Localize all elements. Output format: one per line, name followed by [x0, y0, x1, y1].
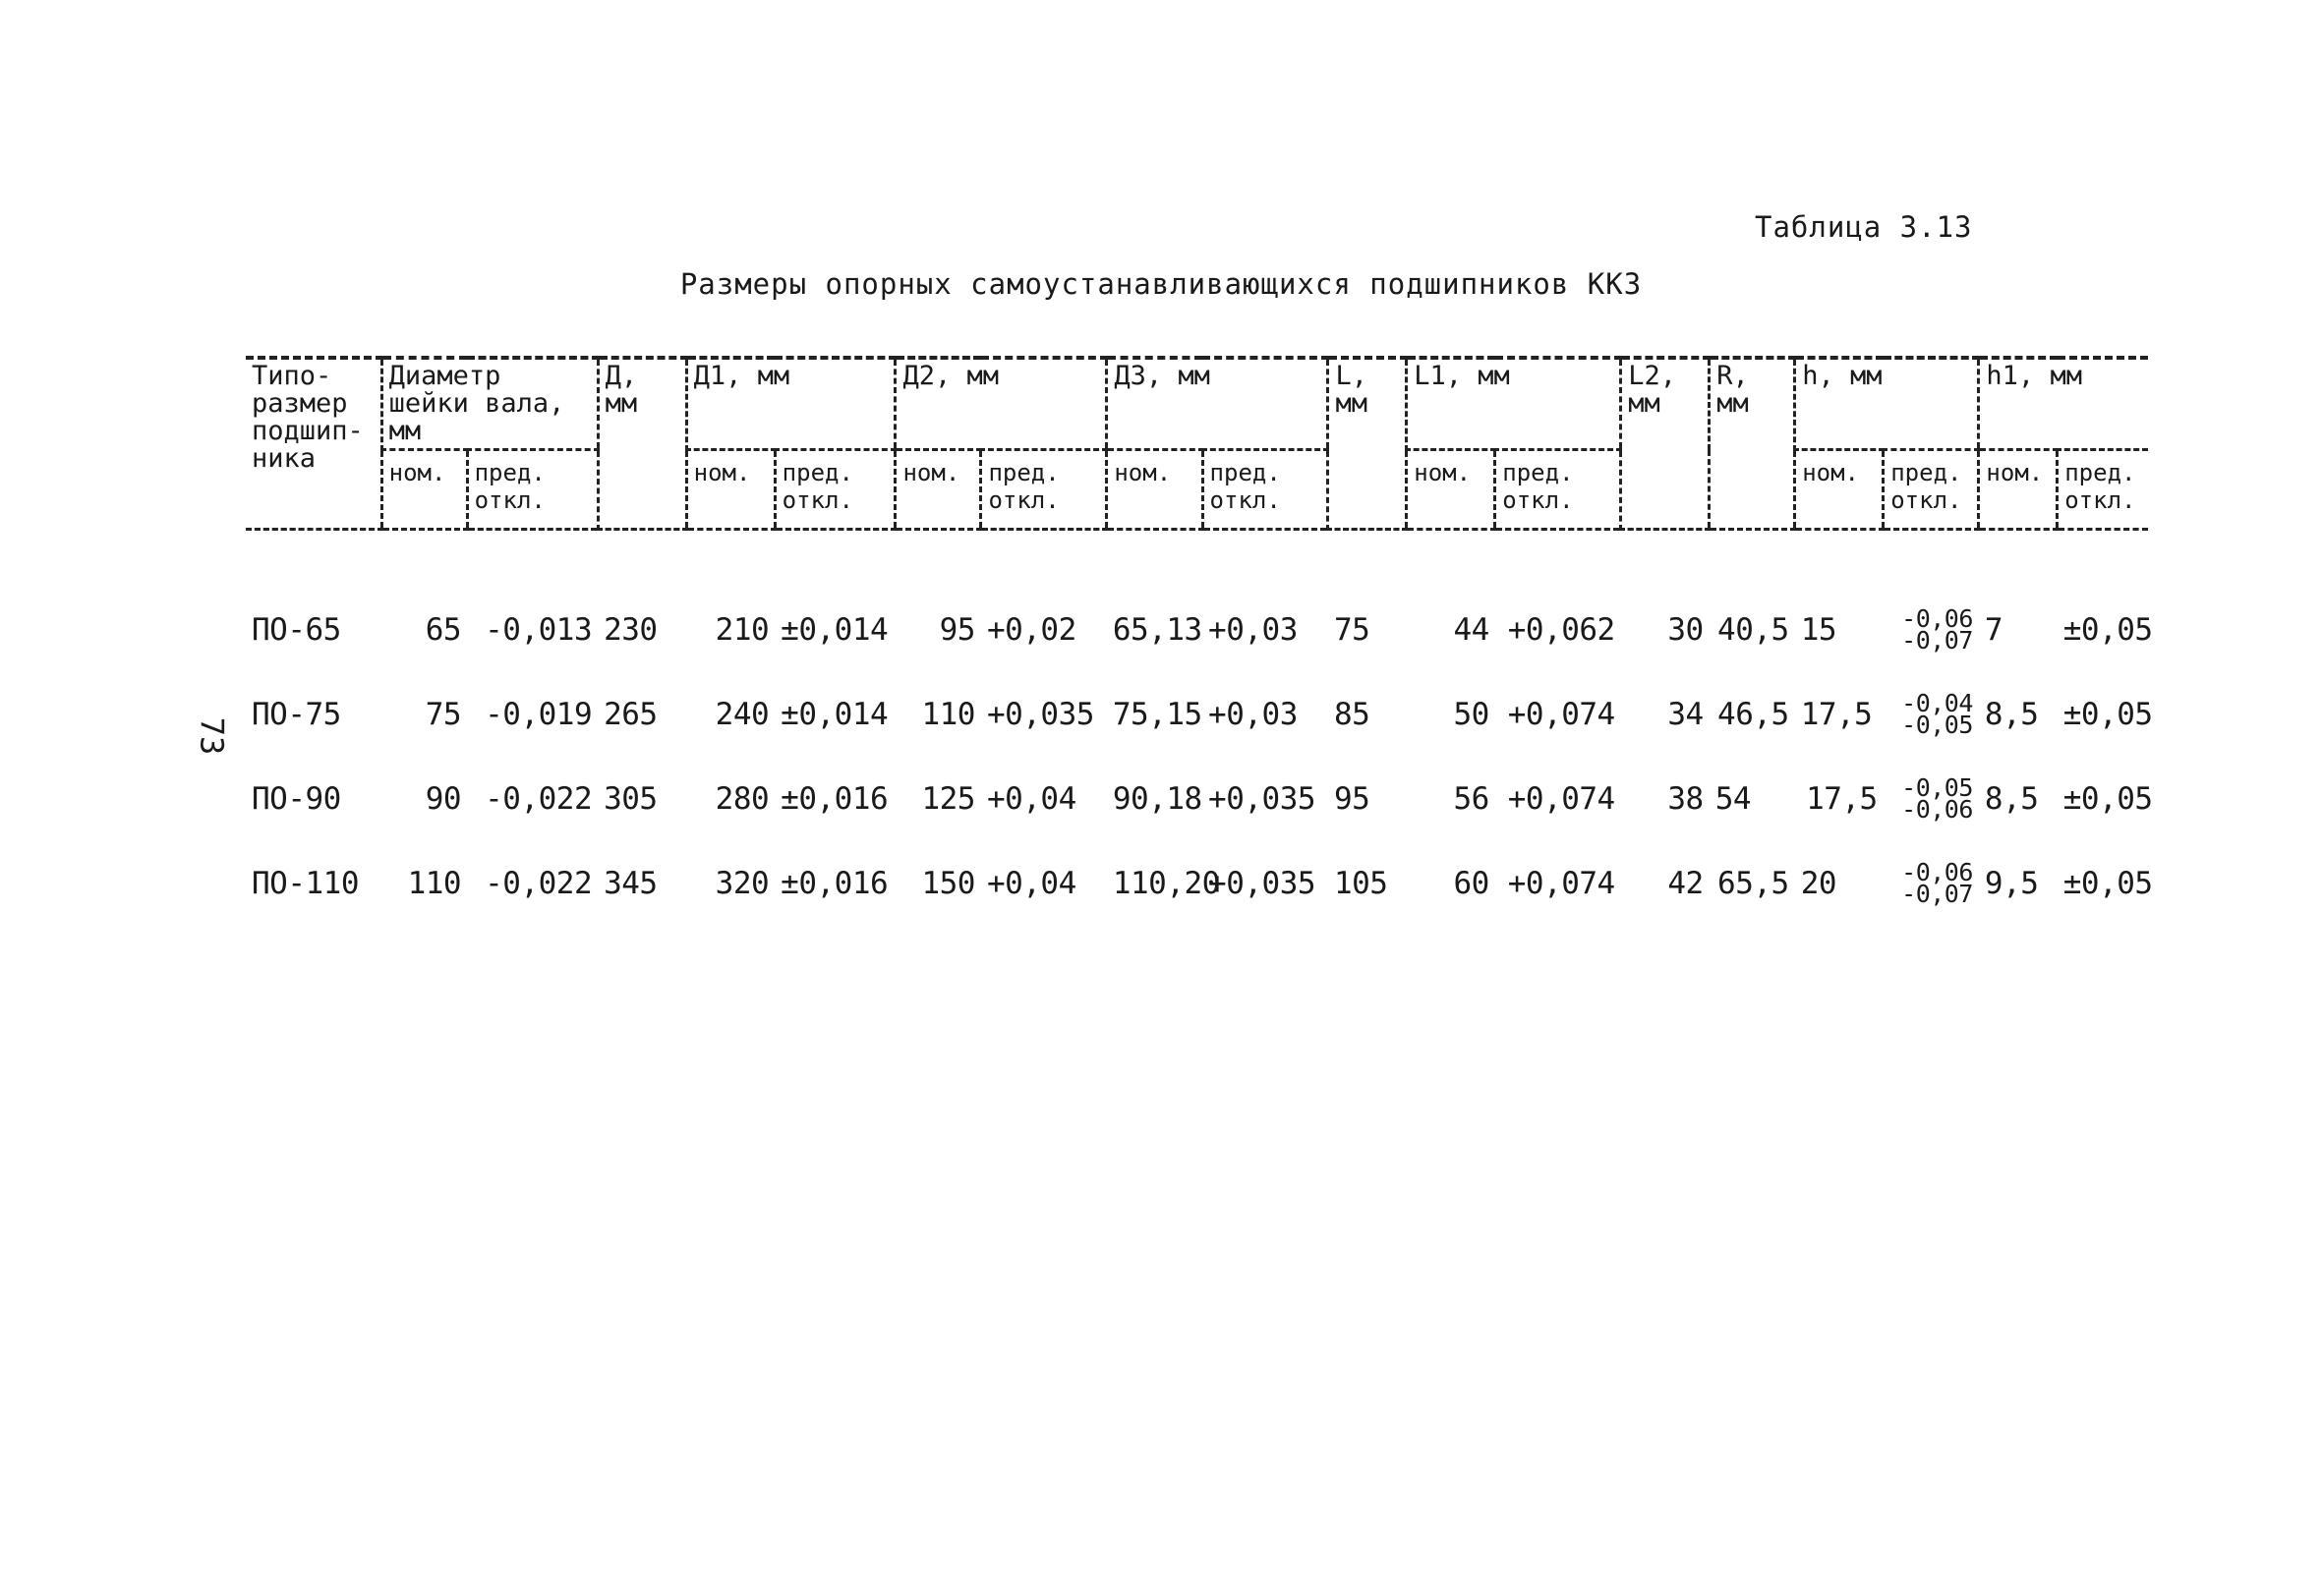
cell-shaft-dev: -0,022	[485, 781, 593, 817]
header-dev: пред. откл.	[1202, 450, 1328, 530]
h-dev-top: -0,06	[1901, 858, 1973, 886]
cell-h-nom: 15	[1800, 612, 1837, 648]
header-h: h, мм	[1795, 358, 1979, 450]
cell-h-dev	[1884, 530, 1979, 673]
table-row	[246, 757, 2148, 841]
cell-shaft-nom: 110	[407, 866, 462, 901]
h-dev-bottom: -0,06	[1901, 795, 1973, 824]
cell-D3-dev: +0,03	[1208, 697, 1298, 732]
page-title: Размеры опорных самоустанавливающихся подшипников ККЗ	[679, 267, 1643, 301]
header-nom: ном.	[896, 450, 981, 530]
cell-h1-nom: 9,5	[1984, 866, 2039, 901]
cell-type: ПО-65	[252, 612, 341, 648]
header-nom: ном.	[686, 450, 775, 530]
page-number: 73	[193, 716, 231, 756]
cell-D1-nom: 210	[715, 612, 770, 648]
cell-L1-nom: 44	[1453, 612, 1489, 648]
cell-h1-dev: ±0,05	[2062, 612, 2153, 648]
cell-shaft-dev: -0,019	[485, 697, 593, 732]
cell-L1-dev: +0,074	[1507, 697, 1615, 732]
cell-shaft-nom: 65	[425, 612, 462, 648]
header-nom: ном.	[1795, 450, 1884, 530]
cell-D2-nom: 125	[921, 781, 975, 817]
header-nom: ном.	[1407, 450, 1495, 530]
cell-D3-nom: 110,20	[1112, 866, 1220, 901]
header-nom: ном.	[1979, 450, 2058, 530]
cell-L2: 38	[1667, 781, 1704, 817]
cell-h1-nom: 8,5	[1984, 781, 2039, 817]
cell-L2: 34	[1667, 697, 1704, 732]
cell-shaft-nom: 90	[425, 781, 462, 817]
h-dev-bottom: -0,07	[1901, 880, 1973, 908]
cell-R: 65,5	[1717, 866, 1789, 901]
table-row	[246, 530, 2148, 673]
cell-L1-dev: +0,062	[1507, 612, 1615, 648]
header-nom: ном.	[381, 450, 467, 530]
table-row	[246, 841, 2148, 926]
table-label: Таблица 3.13	[1755, 210, 1973, 244]
cell-L1-nom: 56	[1453, 781, 1489, 817]
cell-D3-dev: +0,03	[1208, 612, 1298, 648]
cell-L2: 30	[1667, 612, 1704, 648]
cell-h1-dev: ±0,05	[2062, 697, 2153, 732]
header-D: Д, мм	[598, 358, 686, 530]
cell-L: 75	[1333, 612, 1370, 648]
cell-R: 54	[1714, 781, 1752, 817]
cell-type: ПО-90	[252, 781, 341, 817]
h-dev-top: -0,04	[1901, 689, 1973, 717]
header-dev: пред. откл.	[981, 450, 1107, 530]
cell-D1-dev: ±0,016	[781, 866, 889, 901]
cell-D3-dev: +0,035	[1208, 781, 1316, 817]
cell-R: 46,5	[1717, 697, 1789, 732]
cell-L: 95	[1333, 781, 1370, 817]
cell-h-nom: 17,5	[1800, 697, 1873, 732]
cell-h1-dev: ±0,05	[2062, 866, 2153, 901]
header-L1: L1, мм	[1407, 358, 1621, 450]
cell-h-dev	[1884, 672, 1979, 757]
header-type-size: Типо-размер подшип-ника	[246, 358, 381, 530]
cell-D2-dev: +0,02	[986, 612, 1076, 648]
header-shaft-diameter: Диаметр шейки вала, мм	[381, 358, 598, 450]
header-dev: пред. откл.	[775, 450, 896, 530]
cell-shaft-dev: -0,022	[485, 866, 593, 901]
header-R: R, мм	[1710, 358, 1795, 530]
header-D2: Д2, мм	[896, 358, 1107, 450]
cell-h1-nom: 8,5	[1984, 697, 2039, 732]
header-L2: L2, мм	[1621, 358, 1710, 530]
cell-D: 305	[604, 781, 658, 817]
cell-D: 265	[604, 697, 658, 732]
cell-L1-dev: +0,074	[1507, 866, 1615, 901]
h-dev-bottom: -0,07	[1901, 626, 1973, 655]
cell-h1-nom: 7	[1984, 612, 2003, 648]
cell-h-nom: 20	[1800, 866, 1837, 901]
cell-D2-nom: 110	[921, 697, 975, 732]
cell-D2-nom: 150	[921, 866, 975, 901]
cell-type: ПО-75	[252, 697, 341, 732]
cell-D3-dev: +0,035	[1208, 866, 1316, 901]
cell-D1-nom: 320	[715, 866, 770, 901]
cell-D: 230	[604, 612, 658, 648]
h-dev-bottom: -0,05	[1901, 711, 1973, 739]
cell-shaft-dev: -0,013	[485, 612, 593, 648]
h-dev-top: -0,05	[1901, 773, 1973, 802]
cell-D1-nom: 280	[715, 781, 770, 817]
h-dev-top: -0,06	[1901, 604, 1973, 633]
header-nom: ном.	[1107, 450, 1202, 530]
cell-D: 345	[604, 866, 658, 901]
cell-type: ПО-110	[252, 866, 359, 901]
cell-D1-dev: ±0,014	[781, 612, 889, 648]
cell-L: 105	[1333, 866, 1388, 901]
cell-D3-nom: 65,13	[1112, 612, 1202, 648]
header-D3: Д3, мм	[1107, 358, 1328, 450]
cell-shaft-nom: 75	[425, 697, 462, 732]
cell-h-dev	[1884, 841, 1979, 926]
table-row	[246, 672, 2148, 757]
header-h1: h1, мм	[1979, 358, 2148, 450]
cell-h-dev	[1884, 757, 1979, 841]
header-dev: пред. откл.	[1884, 450, 1979, 530]
cell-D2-dev: +0,04	[986, 866, 1076, 901]
cell-R: 40,5	[1717, 612, 1789, 648]
cell-L2: 42	[1667, 866, 1704, 901]
cell-h1-dev: ±0,05	[2062, 781, 2153, 817]
bearings-table	[246, 356, 2153, 926]
cell-D1-dev: ±0,014	[781, 697, 889, 732]
header-L: L, мм	[1328, 358, 1407, 530]
header-dev: пред. откл.	[1495, 450, 1621, 530]
cell-D3-nom: 90,18	[1112, 781, 1202, 817]
header-dev: пред. откл.	[467, 450, 598, 530]
header-D1: Д1, мм	[686, 358, 896, 450]
cell-D2-dev: +0,035	[986, 697, 1094, 732]
cell-h-nom: 17,5	[1806, 781, 1878, 817]
cell-L1-dev: +0,074	[1507, 781, 1615, 817]
cell-D1-dev: ±0,016	[781, 781, 889, 817]
cell-D3-nom: 75,15	[1112, 697, 1202, 732]
cell-L1-nom: 50	[1453, 697, 1489, 732]
header-dev: пред. откл.	[2058, 450, 2148, 530]
cell-L1-nom: 60	[1453, 866, 1489, 901]
cell-L: 85	[1333, 697, 1370, 732]
cell-D2-dev: +0,04	[986, 781, 1076, 817]
cell-D2-nom: 95	[939, 612, 975, 648]
cell-D1-nom: 240	[715, 697, 770, 732]
